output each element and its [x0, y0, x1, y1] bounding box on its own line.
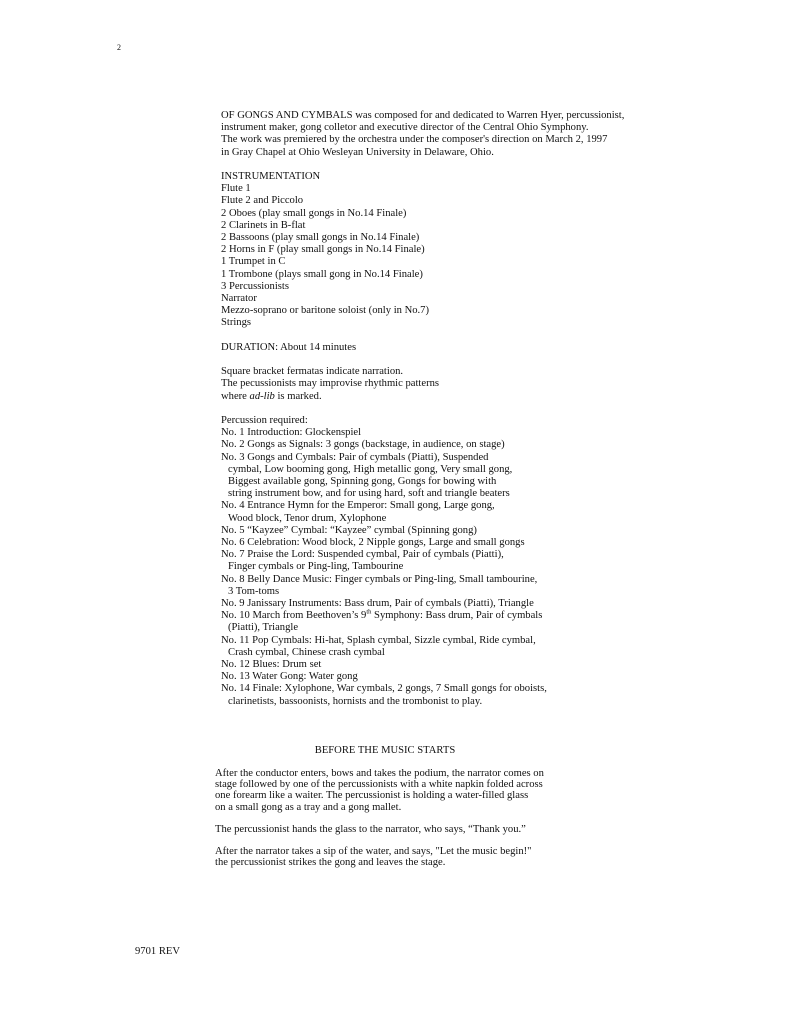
percussion-section	[221, 415, 741, 708]
percussion-item-line: No. 8 Belly Dance Music: Finger cymbals or Ping-ling, Small tambourine,	[221, 573, 538, 585]
spacer	[221, 403, 741, 415]
percussion-item-text: No. 10 March from Beethoven’s 9	[221, 610, 367, 622]
percussion-item	[221, 439, 741, 451]
percussion-item-line: No. 6 Celebration: Wood block, 2 Nipple gongs, Large and small gongs	[221, 537, 525, 549]
percussion-item-text: Symphony: Bass drum, Pair of cymbals	[371, 610, 543, 622]
percussion-item-line: No. 7 Praise the Lord: Suspended cymbal, Pair of cymbals (Piatti),	[221, 549, 504, 561]
percussion-item-line: No. 11 Pop Cymbals: Hi-hat, Splash cymbal, Sizzle cymbal, Ride cymbal,	[221, 634, 536, 646]
note-line	[221, 391, 741, 403]
stage-direction-line: one forearm like a waiter. The percussionist is holding a water-filled glass	[215, 790, 529, 802]
front-matter	[221, 110, 741, 708]
performance-notes	[221, 366, 741, 403]
instrument-item: 1 Trumpet in C	[221, 256, 286, 268]
percussion-item-continuation: Crash cymbal, Chinese crash cymbal	[228, 646, 385, 658]
percussion-item-continuation: string instrument bow, and for using hard, soft and triangle beaters	[228, 488, 510, 500]
instrument-item: Mezzo-soprano or baritone soloist (only in No.7)	[221, 305, 430, 317]
percussion-item-line: No. 14 Finale: Xylophone, War cymbals, 2 gongs, 7 Small gongs for oboists,	[221, 683, 547, 695]
dedication-line: The work was premiered by the orchestra under the composer's direction on March 2, 1997	[221, 134, 608, 146]
percussion-item-line	[221, 610, 741, 622]
percussion-item-line: No. 9 Janissary Instruments: Bass drum, Pair of cymbals (Piatti), Triangle	[221, 598, 534, 610]
note-text: where	[221, 390, 250, 402]
percussion-item	[221, 427, 741, 439]
page-number: 2	[117, 43, 121, 52]
dedication-paragraph	[221, 110, 741, 159]
instrumentation-section	[221, 171, 741, 330]
instrument-item: Flute 1	[221, 183, 251, 195]
stage-direction-paragraph	[215, 768, 575, 813]
dedication-line: OF GONGS AND CYMBALS was composed for and dedicated to Warren Hyer, percussionist,	[221, 110, 625, 121]
spacer	[221, 159, 741, 171]
percussion-item-line: No. 5 “Kayzee” Cymbal: “Kayzee” cymbal (Spinning gong)	[221, 524, 477, 536]
instrument-item: 3 Percussionists	[221, 280, 289, 292]
percussion-item-continuation: Finger cymbals or Ping-ling, Tambourine	[228, 561, 404, 573]
spacer	[221, 354, 741, 366]
ordinal-suffix: th	[366, 608, 372, 616]
percussion-item-line: No. 4 Entrance Hymn for the Emperor: Small gong, Large gong,	[221, 500, 495, 512]
percussion-list	[221, 427, 741, 610]
stage-direction-line: After the narrator takes a sip of the water, and says, "Let the music begin!"	[215, 846, 532, 858]
percussion-item-line: No. 2 Gongs as Signals: 3 gongs (backstage, in audience, on stage)	[221, 439, 505, 451]
percussion-list	[221, 635, 741, 708]
percussion-item-continuation: Wood block, Tenor drum, Xylophone	[228, 512, 387, 524]
percussion-item-continuation: clarinetists, bassoonists, hornists and the trombonist to play.	[228, 695, 483, 707]
stage-direction-line: stage followed by one of the percussionists with a white napkin folded across	[215, 779, 543, 791]
percussion-item-line: No. 3 Gongs and Cymbals: Pair of cymbals (Piatti), Suspended	[221, 451, 489, 463]
stage-direction-line: the percussionist strikes the gong and leaves the stage.	[215, 857, 446, 869]
instrumentation-heading: INSTRUMENTATION	[221, 171, 321, 182]
percussion-item	[221, 549, 741, 573]
stage-direction-paragraph	[215, 846, 575, 868]
percussion-item	[221, 659, 741, 671]
instrument-item: 2 Bassoons (play small gongs in No.14 Finale)	[221, 232, 420, 244]
note-line: The pecussionists may improvise rhythmic patterns	[221, 378, 440, 390]
percussion-item-continuation: cymbal, Low booming gong, High metallic gong, Very small gong,	[228, 463, 513, 475]
percussion-item-line: No. 1 Introduction: Glockenspiel	[221, 427, 362, 439]
instrument-item: 1 Trombone (plays small gong in No.14 Finale)	[221, 268, 423, 280]
stage-direction-line: After the conductor enters, bows and takes the podium, the narrator comes on	[215, 768, 544, 779]
percussion-item-continuation: 3 Tom-toms	[228, 585, 280, 597]
percussion-item	[221, 635, 741, 659]
duration-line: DURATION: About 14 minutes	[221, 341, 357, 353]
dedication-line: instrument maker, gong colletor and executive director of the Central Ohio Symphony.	[221, 122, 589, 134]
instrument-item: Strings	[221, 317, 252, 329]
percussion-item	[221, 537, 741, 549]
dedication-line: in Gray Chapel at Ohio Wesleyan University in Delaware, Ohio.	[221, 146, 494, 158]
instrument-item: 2 Horns in F (play small gongs in No.14 Finale)	[221, 244, 425, 256]
percussion-item-continuation: Biggest available gong, Spinning gong, Gongs for bowing with	[228, 476, 497, 488]
percussion-heading: Percussion required:	[221, 415, 308, 427]
percussion-item	[221, 683, 741, 707]
instrument-item: Flute 2 and Piccolo	[221, 195, 304, 207]
percussion-item	[221, 610, 741, 634]
stage-direction-line: The percussionist hands the glass to the narrator, who says, “Thank you.”	[215, 823, 526, 835]
percussion-item	[221, 525, 741, 537]
stage-direction-line: on a small gong as a tray and a gong mallet.	[215, 801, 402, 813]
before-music-heading: BEFORE THE MUSIC STARTS	[314, 745, 456, 756]
spacer	[221, 330, 741, 342]
instrument-item: 2 Oboes (play small gongs in No.14 Finale)	[221, 207, 407, 219]
percussion-item	[221, 500, 741, 524]
percussion-item	[221, 574, 741, 598]
percussion-item-line: No. 12 Blues: Drum set	[221, 659, 322, 671]
percussion-item-continuation: (Piatti), Triangle	[228, 622, 299, 634]
stage-direction-paragraph	[215, 824, 575, 835]
percussion-item	[221, 598, 741, 610]
ad-lib-term: ad-lib	[249, 390, 275, 402]
before-music-section	[215, 768, 575, 879]
note-line: Square bracket fermatas indicate narration.	[221, 366, 404, 378]
instrument-item: Narrator	[221, 293, 257, 305]
percussion-item	[221, 452, 741, 501]
revision-code: 9701 REV	[135, 946, 181, 957]
note-text: is marked.	[274, 390, 322, 402]
percussion-item-line: No. 13 Water Gong: Water gong	[221, 671, 358, 683]
percussion-item	[221, 671, 741, 683]
instrument-item: 2 Clarinets in B-flat	[221, 219, 306, 231]
